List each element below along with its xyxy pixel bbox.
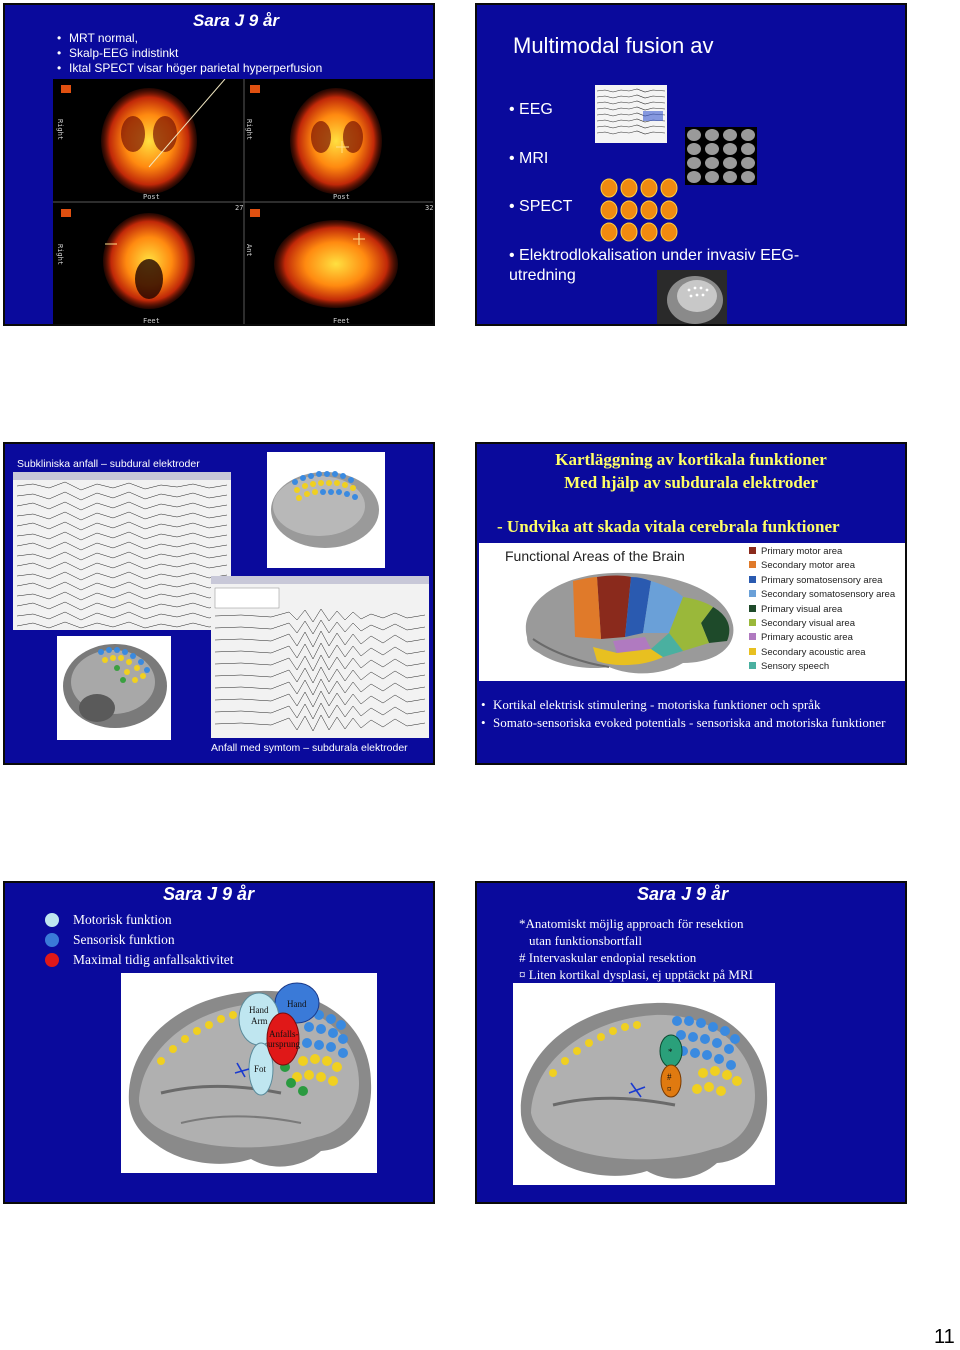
- finding-list: [55, 31, 322, 76]
- zone-label: Hand: [287, 999, 307, 1009]
- note-line: ¤ Liten kortikal dysplasi, ej upptäckt på MRI: [519, 967, 753, 982]
- modality-item-electrodes: • Elektrodlokalisation under invasiv EEG-utredning: [509, 247, 800, 284]
- legend-swatch: [749, 561, 756, 568]
- method-list: [479, 696, 889, 731]
- legend-item: [749, 574, 905, 588]
- slice-number: 32: [425, 204, 434, 212]
- legend-item-seizure: [45, 950, 233, 970]
- scan-side-label: Right: [56, 244, 64, 266]
- scan-side-label: Right: [56, 119, 64, 141]
- legend-swatch: [749, 590, 756, 597]
- legend-swatch: [749, 619, 756, 626]
- legend-label: Sensorisk funktion: [73, 932, 175, 947]
- slide-cortical-mapping: [475, 442, 907, 765]
- zone-label: Arm: [251, 1016, 268, 1026]
- finding-item: • Iktal SPECT visar höger parietal hyperperfusion: [55, 61, 322, 76]
- legend-label: Primary somatosensory area: [761, 574, 883, 586]
- caption-clinical: Anfall med symtom – subdurala elektroder: [211, 742, 408, 754]
- caption-subclinical: Subkliniska anfall – subdural elektroder: [17, 458, 200, 470]
- slide-title: Sara J 9 år: [163, 884, 255, 904]
- zone-label: Hand: [249, 1005, 269, 1015]
- legend-label: Motorisk funktion: [73, 912, 172, 927]
- zone-mark: *: [668, 1047, 673, 1057]
- xray-electrode-thumbnail: [657, 270, 727, 326]
- method-item: • Kortikal elektrisk stimulering - motoriska funktioner och språk: [479, 696, 889, 714]
- legend-label: Primary motor area: [761, 546, 843, 557]
- note-line: utan funktionsbortfall: [529, 933, 643, 948]
- slide-title: Multimodal fusion av: [513, 33, 714, 58]
- legend-swatch: [749, 547, 756, 554]
- figure-title: Functional Areas of the Brain: [505, 548, 685, 564]
- functional-brain-diagram: [513, 567, 743, 679]
- motor-dot-icon: [45, 913, 59, 927]
- scan-orientation-label: Post: [143, 193, 160, 201]
- spect-sagittal-slice: [274, 220, 398, 308]
- legend-label: Secondary visual area: [761, 618, 855, 630]
- scan-orientation-label: Feet: [143, 317, 160, 325]
- modality-label: Elektrodlokalisation under invasiv EEG-utredning: [509, 247, 800, 284]
- sagittal-mri-electrodes: [57, 636, 171, 740]
- modality-item-mri: • MRI: [509, 150, 549, 167]
- spect-scan-grid: [53, 79, 435, 326]
- brain-electrode-grid-photo: [267, 452, 385, 568]
- legend-item: [749, 646, 905, 660]
- scan-side-label: Right: [245, 119, 253, 141]
- figure-legend: [749, 545, 905, 675]
- slide-function-map: [3, 881, 435, 1204]
- legend-item-motor: [45, 910, 233, 930]
- legend-swatch: [749, 633, 756, 640]
- legend-item: [749, 660, 905, 674]
- spect-axial-slice: [290, 88, 382, 194]
- legend-item: [749, 603, 905, 617]
- finding-item: • Skalp-EEG indistinkt: [55, 46, 322, 61]
- slide-subdural-recordings: [3, 442, 435, 765]
- note-line: *Anatomiskt möjlig approach för resektion: [519, 916, 744, 931]
- slide-subtitle: - Undvika att skada vitala cerebrala funktioner: [497, 517, 840, 536]
- legend-label: Primary acoustic area: [761, 632, 853, 644]
- slide-multimodal-fusion: [475, 3, 907, 326]
- title-line: Med hjälp av subdurala elektroder: [564, 473, 818, 492]
- zone-label: Fot: [254, 1064, 267, 1074]
- legend-swatch: [749, 605, 756, 612]
- finding-item: • MRT normal,: [55, 31, 322, 46]
- modality-label: MRI: [519, 150, 549, 167]
- zone-mark: ¤: [667, 1084, 672, 1094]
- slice-number: 27: [235, 204, 244, 212]
- modality-label: EEG: [519, 101, 553, 118]
- brain-function-map: [121, 973, 377, 1173]
- page-number: 11: [934, 1326, 955, 1348]
- title-line: Kartläggning av kortikala funktioner: [555, 450, 827, 469]
- orientation-icon: [250, 209, 260, 217]
- legend-item: [749, 545, 905, 559]
- zone-label: ursprung: [268, 1039, 300, 1049]
- orientation-icon: [61, 85, 71, 93]
- slide-spect-case: [3, 3, 435, 326]
- legend-label: Secondary motor area: [761, 560, 855, 572]
- modality-label: SPECT: [519, 198, 573, 215]
- legend-label: Secondary somatosensory area: [761, 589, 896, 601]
- functional-areas-figure: [479, 543, 905, 681]
- legend-label: Maximal tidig anfallsaktivitet: [73, 952, 234, 967]
- legend-label: Secondary acoustic area: [761, 646, 866, 658]
- zone-mark: #: [667, 1072, 672, 1082]
- legend: [45, 910, 233, 970]
- sensory-dot-icon: [45, 933, 59, 947]
- method-item: • Somato-sensoriska evoked potentials - sensoriska and motoriska funktioner: [479, 714, 889, 732]
- legend-item: [749, 631, 905, 645]
- scan-orientation-label: Feet: [333, 317, 350, 325]
- note-line: # Intervaskular endopial resektion: [519, 950, 697, 965]
- modality-item-eeg: • EEG: [509, 101, 553, 118]
- legend-item-sensory: [45, 930, 233, 950]
- orientation-icon: [61, 209, 71, 217]
- legend-swatch: [749, 662, 756, 669]
- resection-notes: [519, 915, 753, 983]
- brain-resection-map: [513, 983, 775, 1185]
- scan-orientation-label: Post: [333, 193, 350, 201]
- legend-item: [749, 559, 905, 573]
- modality-item-spect: • SPECT: [509, 198, 573, 215]
- slide-resection-plan: [475, 881, 907, 1204]
- slide-title: Sara J 9 år: [637, 884, 729, 904]
- legend-item: [749, 588, 905, 602]
- orientation-icon: [250, 85, 260, 93]
- eeg-recording-subclinical: [13, 472, 231, 630]
- legend-swatch: [749, 576, 756, 583]
- spect-thumbnail-grid: [599, 178, 679, 242]
- slide-title: [477, 448, 905, 494]
- legend-swatch: [749, 648, 756, 655]
- mri-thumbnail-grid: [685, 127, 757, 185]
- legend-label: Sensory speech: [761, 661, 830, 673]
- eeg-recording-clinical: [211, 576, 429, 738]
- seizure-dot-icon: [45, 953, 59, 967]
- spect-axial-slice: [101, 88, 197, 194]
- eeg-thumbnail: [595, 85, 667, 143]
- zone-label: Anfalls-: [269, 1029, 299, 1039]
- legend-item: [749, 617, 905, 631]
- legend-label: Primary visual area: [761, 603, 843, 615]
- scan-side-label: Ant: [245, 244, 253, 257]
- slide-title: Sara J 9 år: [193, 11, 280, 30]
